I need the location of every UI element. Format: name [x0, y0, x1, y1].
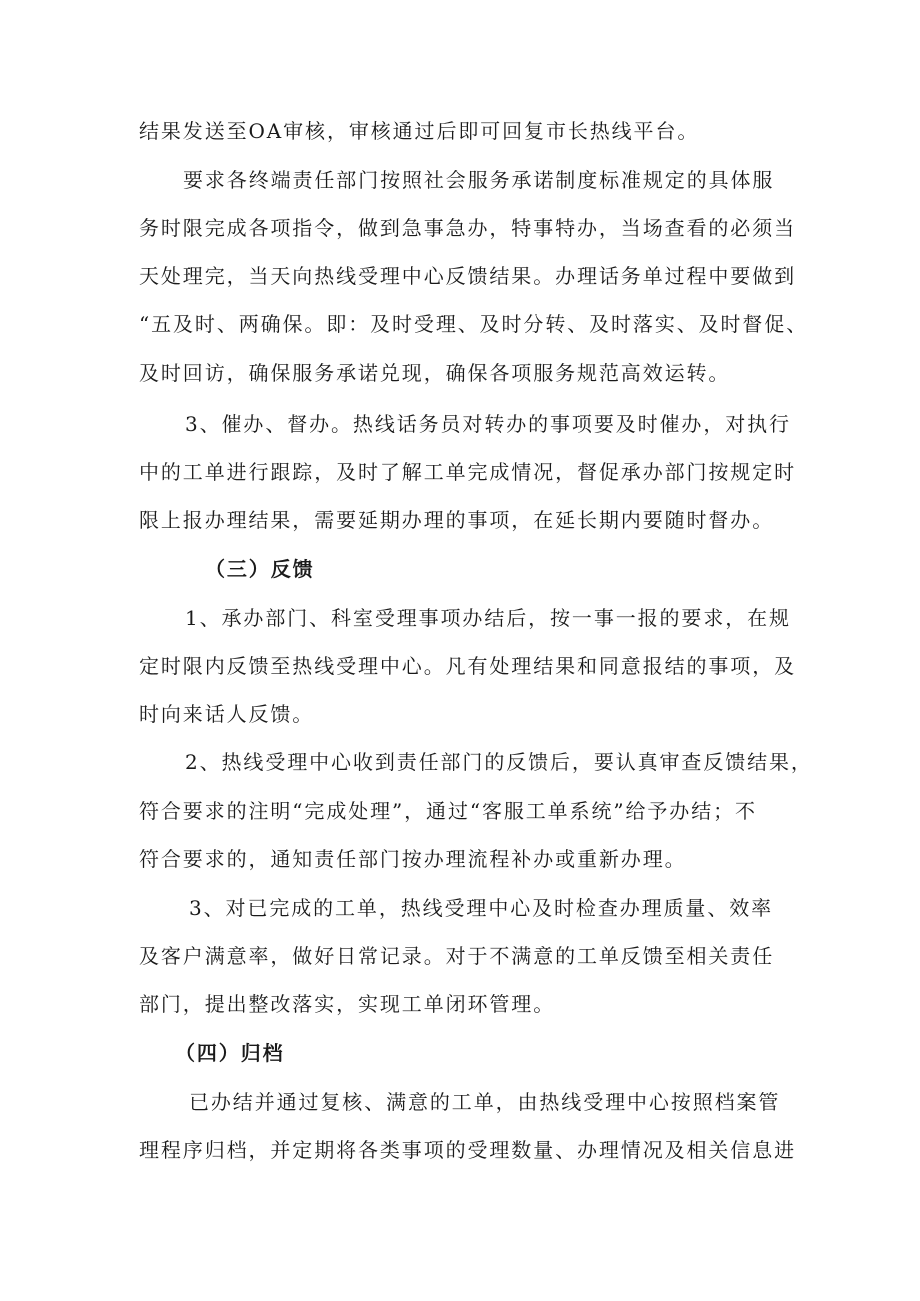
section-heading-feedback: （三）反馈: [205, 557, 315, 581]
body-line-12: 定时限内反馈至热线受理中心。凡有处理结果和同意报结的事项，及: [139, 654, 796, 678]
body-line-2: 要求各终端责任部门按照社会服务承诺制度标准规定的具体服: [183, 168, 775, 192]
body-line-15: 符合要求的注明“完成处理”，通过“客服工单系统”给予办结；不: [139, 799, 757, 823]
body-line-13: 时向来话人反馈。: [139, 702, 315, 726]
body-line-8: 中的工单进行跟踪，及时了解工单完成情况，督促承办部门按规定时: [139, 460, 796, 484]
body-line-5: “五及时、两确保。即：及时受理、及时分转、及时落实、及时督促、: [139, 312, 809, 336]
body-line-14: 2、热线受理中心收到责任部门的反馈后，要认真审查反馈结果，: [185, 750, 813, 774]
body-line-18: 及客户满意率，做好日常记录。对于不满意的工单反馈至相关责任: [139, 944, 775, 968]
body-line-9: 限上报办理结果，需要延期办理的事项，在延长期内要随时督办。: [139, 508, 775, 532]
body-line-22: 理程序归档，并定期将各类事项的受理数量、办理情况及相关信息进: [139, 1138, 796, 1162]
body-line-4: 天处理完，当天向热线受理中心反馈结果。办理话务单过程中要做到: [139, 264, 796, 288]
body-line-7: 3、催办、督办。热线话务员对转办的事项要及时催办，对执行: [185, 412, 791, 436]
body-line-3: 务时限完成各项指令，做到急事急办，特事特办，当场查看的必须当: [139, 216, 796, 240]
body-line-11: 1、承办部门、科室受理事项办结后，按一事一报的要求，在规: [185, 606, 791, 630]
body-line-19: 部门，提出整改落实，实现工单闭环管理。: [139, 992, 556, 1016]
body-line-21: 已办结并通过复核、满意的工单，由热线受理中心按照档案管: [189, 1090, 781, 1114]
section-heading-archive: （四）归档: [175, 1041, 285, 1065]
body-line-16: 符合要求的，通知责任部门按办理流程补办或重新办理。: [139, 847, 687, 871]
body-line-6: 及时回访，确保服务承诺兑现，确保各项服务规范高效运转。: [139, 361, 731, 385]
body-line-1: 结果发送至OA审核，审核通过后即可回复市长热线平台。: [139, 119, 700, 143]
body-line-17: 3、对已完成的工单，热线受理中心及时检查办理质量、效率: [189, 896, 774, 920]
